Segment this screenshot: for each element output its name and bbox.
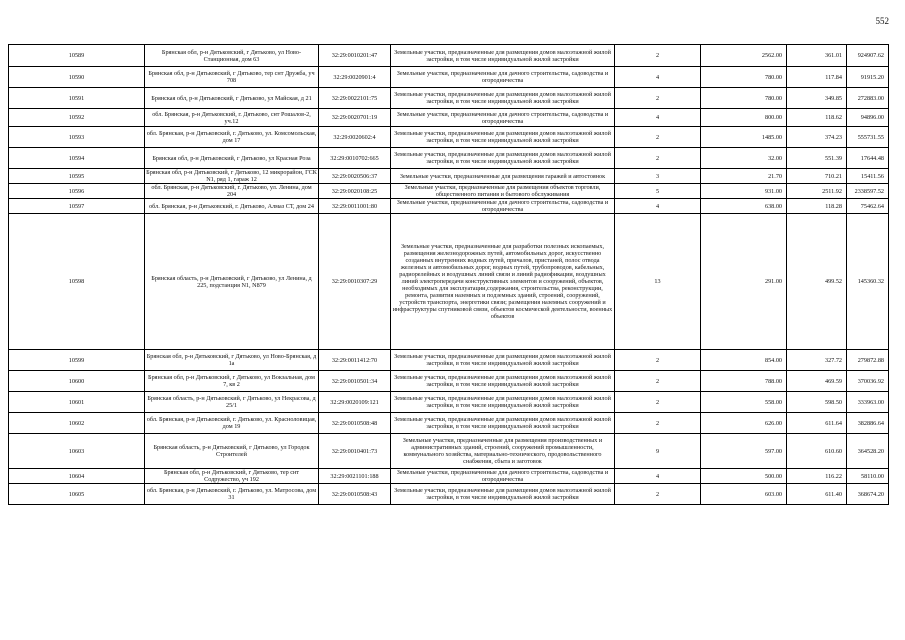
cadastral-number-cell: 32:29:0020701:19	[319, 109, 391, 127]
table-row	[9, 434, 889, 469]
address-cell: Брянская область, р-н Дятьковский, г Дятьково, ул Некрасова, д 25/1	[145, 392, 319, 413]
specific-value-cell: 499.52	[787, 214, 847, 350]
use-code-cell: 2	[615, 413, 701, 434]
specific-value-cell: 118.28	[787, 199, 847, 214]
address-cell: Брянская обл, р-н Дятьковский, г Дятьково, 12 микрорайон, ГСК N1, ряд 1, гараж 12	[146, 169, 317, 183]
cadastral-number-cell: 32:29:0010702:665	[319, 148, 391, 169]
cadastral-number-cell: 32:29:0020901:4	[319, 67, 391, 88]
specific-value-cell: 374.23	[787, 127, 847, 148]
address-cell: обл. Брянская, р-н Дятьковский, г. Дятьково, ул. Матросова, дом 31	[145, 484, 319, 505]
row-id-cell: 10592	[9, 109, 145, 127]
specific-value-cell: 117.84	[787, 67, 847, 88]
cadastral-value-cell: 279872.88	[847, 350, 889, 371]
table-row	[9, 484, 889, 505]
cadastral-number-cell: 32:29:0022101:75	[319, 88, 391, 109]
address-cell: обл. Брянская, р-н Дятьковский, г. Дятьково, снт Рошалов-2, уч.12	[145, 109, 319, 127]
cadastral-value-cell: 91915.20	[847, 67, 889, 88]
area-cell: 780.00	[701, 88, 787, 109]
area-cell: 931.00	[701, 184, 787, 199]
area-cell: 2562.00	[701, 45, 787, 67]
area-cell: 638.00	[701, 199, 787, 214]
cadastral-number-cell: 32:29:0020506:37	[319, 169, 391, 184]
specific-value-cell: 598.50	[787, 392, 847, 413]
land-use-cell: Земельные участки, предназначенные для размещения домов малоэтажной жилой застройки, в том числе индивидуальной жилой застройки	[391, 88, 615, 109]
use-code-cell: 9	[615, 434, 701, 469]
address-cell: Брянская обл, р-н Дятьковский, г Дятьково, тер снт Дружба, уч 708	[145, 67, 319, 88]
address-cell: обл. Брянская, р-н Дятьковский, г. Дятьково, Алмаз СТ, дом 24	[145, 199, 319, 214]
land-use-cell: Земельные участки, предназначенные для размещения домов малоэтажной жилой застройки, в том числе индивидуальной жилой застройки	[391, 127, 615, 148]
specific-value-cell: 710.21	[787, 169, 847, 184]
cadastral-number-cell: 32:29:0011412:70	[319, 350, 391, 371]
table-row	[9, 199, 889, 214]
land-use-cell: Земельные участки, предназначенные для размещения объектов торговли, общественного питания и бытового обслуживания	[391, 184, 615, 199]
cadastral-value-cell: 368674.20	[847, 484, 889, 505]
cadastral-value-cell: 145360.32	[847, 214, 889, 350]
use-code-cell: 2	[615, 484, 701, 505]
specific-value-cell: 349.85	[787, 88, 847, 109]
cadastral-value-cell: 75462.64	[847, 199, 889, 214]
land-use-cell: Земельные участки, предназначенные для размещения гаражей и автостоянок	[391, 169, 615, 184]
use-code-cell: 2	[615, 45, 701, 67]
land-use-cell: Земельные участки, предназначенные для размещения домов малоэтажной жилой застройки, в том числе индивидуальной жилой застройки	[391, 371, 615, 392]
specific-value-cell: 611.64	[787, 413, 847, 434]
address-cell: Брянская область, р-н Дятьковский, г Дятьково, ул Ленина, д 225, подстанция N1, N879	[145, 214, 319, 350]
specific-value-cell: 327.72	[787, 350, 847, 371]
land-use-cell: Земельные участки, предназначенные для размещения производственных и административных зданий, строений, сооружений промышленности, коммунального хозяйства, материально-технического, продовольственного снабжения, сбыта и заготовок	[391, 434, 615, 469]
cadastral-value-cell: 94896.00	[847, 109, 889, 127]
table-row	[9, 88, 889, 109]
row-id-cell: 10599	[9, 350, 145, 371]
address-cell: Брянская обл, р-н Дятьковский, г Дятьково, ул Ново-Брянская, д 1а	[145, 350, 319, 371]
cadastral-value-cell: 2338597.52	[847, 184, 889, 199]
table-row	[9, 350, 889, 371]
land-use-cell: Земельные участки, предназначенные для размещения домов малоэтажной жилой застройки, в том числе индивидуальной жилой застройки	[391, 148, 615, 169]
row-id-cell: 10590	[9, 67, 145, 88]
cadastral-value-cell: 924907.62	[847, 45, 889, 67]
cadastral-number-cell: 32:29:0020602:4	[319, 127, 391, 148]
row-id-cell: 10595	[9, 169, 145, 184]
row-id-cell: 10602	[9, 413, 145, 434]
table-row	[9, 169, 889, 184]
area-cell: 291.00	[701, 214, 787, 350]
specific-value-cell: 116.22	[787, 469, 847, 484]
area-cell: 788.00	[701, 371, 787, 392]
use-code-cell: 4	[615, 67, 701, 88]
row-id-cell: 10594	[9, 148, 145, 169]
address-cell: Брянская обл, р-н Дятьковский, г Дятьково, ул Вокзальная, дом 7, кв 2	[145, 371, 319, 392]
cadastral-number-cell: 32:29:0010401:73	[319, 434, 391, 469]
cadastral-value-cell: 58110.00	[847, 469, 889, 484]
table-row	[9, 392, 889, 413]
address-cell: обл. Брянская, р-н Дятьковский, г. Дятьково, ул. Красноловицая, дом 19	[145, 413, 319, 434]
row-id-cell: 10601	[9, 392, 145, 413]
land-use-cell: Земельные участки, предназначенные для размещения домов малоэтажной жилой застройки, в том числе индивидуальной жилой застройки	[391, 484, 615, 505]
cadastral-number-cell: 32:29:0021101:188	[319, 469, 391, 484]
row-id-cell: 10591	[9, 88, 145, 109]
row-id-cell: 10596	[9, 184, 145, 199]
area-cell: 603.00	[701, 484, 787, 505]
address-cell: Брянская обл, р-н Дятьковский, г Дятьково, ул Красная Роза	[145, 148, 319, 169]
land-use-cell: Земельные участки, предназначенные для дачного строительства, садоводства и огородничества	[391, 67, 615, 88]
area-cell: 21.70	[701, 169, 787, 184]
land-use-cell: Земельные участки, предназначенные для разработки полезных ископаемых, размещения железнодорожных путей, автомобильных дорог, искусственно созданных внутренних водных путей, причалов, пристаней, полос отвода железных и автомобильных дорог, водных путей, трубопроводов, кабельных, радиорелейных и воздушных линий связи и линий радиофикации, воздушных линий электропередачи конструктивных элементов и сооружений, объектов, необходимых для эксплуатации,содержания, строительства, реконструкции, ремонта, развития наземных и подземных зданий, строений, сооружений, устройств транспорта, энергетики связи; размещения наземных сооружений и инфраструктуры спутниковой связи, объектов космической деятельности, военных объектов	[391, 214, 615, 350]
area-cell: 780.00	[701, 67, 787, 88]
cadastral-value-cell: 364528.20	[847, 434, 889, 469]
row-id-cell: 10589	[9, 45, 145, 67]
specific-value-cell: 551.39	[787, 148, 847, 169]
cadastral-value-cell: 370036.92	[847, 371, 889, 392]
use-code-cell: 5	[615, 184, 701, 199]
address-cell: обл. Брянская, р-н Дятьковский, г. Дятьково, ул. Ленина, дом 204	[145, 184, 319, 199]
cadastral-value-cell: 15411.56	[847, 169, 889, 184]
address-cell: Брянская обл, р-н Дятьковский, г Дятьково, ул Ново-Станционная, дом 63	[145, 45, 319, 67]
area-cell: 854.00	[701, 350, 787, 371]
use-code-cell: 2	[615, 371, 701, 392]
cadastral-value-table	[8, 44, 889, 505]
address-cell: Брянская обл, р-н Дятьковский, г Дятьково, ул Майская, д 21	[145, 88, 319, 109]
area-cell: 558.00	[701, 392, 787, 413]
specific-value-cell: 611.40	[787, 484, 847, 505]
specific-value-cell: 2511.92	[787, 184, 847, 199]
cadastral-number-cell: 32:29:0010508:48	[319, 413, 391, 434]
cadastral-value-cell: 555731.55	[847, 127, 889, 148]
use-code-cell: 2	[615, 392, 701, 413]
table-row	[9, 148, 889, 169]
specific-value-cell: 610.60	[787, 434, 847, 469]
row-id-cell: 10604	[9, 469, 145, 484]
area-cell: 626.00	[701, 413, 787, 434]
cadastral-number-cell: 32:29:0010508:43	[319, 484, 391, 505]
use-code-cell: 4	[615, 199, 701, 214]
table-row	[9, 413, 889, 434]
page-number: 552	[875, 16, 889, 26]
specific-value-cell: 361.01	[787, 45, 847, 67]
area-cell: 32.00	[701, 148, 787, 169]
address-cell: Брянская обл, р-н Дятьковский, г Дятьково, тер снт Содружество, уч 192	[145, 469, 319, 484]
table-row	[9, 67, 889, 88]
area-cell: 597.00	[701, 434, 787, 469]
land-use-cell: Земельные участки, предназначенные для размещения домов малоэтажной жилой застройки, в том числе индивидуальной жилой застройки	[391, 413, 615, 434]
land-use-cell: Земельные участки, предназначенные для размещения домов малоэтажной жилой застройки, в том числе индивидуальной жилой застройки	[391, 45, 615, 67]
table-row	[9, 469, 889, 484]
cadastral-value-cell: 17644.48	[847, 148, 889, 169]
specific-value-cell: 118.62	[787, 109, 847, 127]
row-id-cell: 10598	[9, 214, 145, 350]
table-row	[9, 109, 889, 127]
cadastral-number-cell: 32:29:0010501:34	[319, 371, 391, 392]
use-code-cell: 13	[615, 214, 701, 350]
cadastral-number-cell: 32:29:0020109:121	[319, 392, 391, 413]
cadastral-value-cell: 272883.00	[847, 88, 889, 109]
row-id-cell: 10593	[9, 127, 145, 148]
use-code-cell: 2	[615, 88, 701, 109]
table-row	[9, 127, 889, 148]
land-use-cell: Земельные участки, предназначенные для дачного строительства, садоводства и огородничества	[391, 469, 615, 484]
row-id-cell: 10600	[9, 371, 145, 392]
use-code-cell: 2	[615, 127, 701, 148]
address-cell: обл. Брянская, р-н Дятьковский, г. Дятьково, ул. Комсомольская, дом 17	[145, 127, 319, 148]
cadastral-value-cell: 382886.64	[847, 413, 889, 434]
row-id-cell: 10603	[9, 434, 145, 469]
row-id-cell: 10605	[9, 484, 145, 505]
use-code-cell: 2	[615, 350, 701, 371]
table-row	[9, 184, 889, 199]
use-code-cell: 3	[615, 169, 701, 184]
land-use-cell: Земельные участки, предназначенные для дачного строительства, садоводства и огородничества	[391, 199, 615, 214]
table-row	[9, 45, 889, 67]
area-cell: 1485.00	[701, 127, 787, 148]
specific-value-cell: 469.59	[787, 371, 847, 392]
table-row	[9, 214, 889, 350]
cadastral-value-cell: 333963.00	[847, 392, 889, 413]
use-code-cell: 4	[615, 469, 701, 484]
area-cell: 500.00	[701, 469, 787, 484]
address-cell: Брянская область, р-н Дятьковский, г Дятьково, ул Городок Строителей	[145, 434, 319, 469]
land-use-cell: Земельные участки, предназначенные для размещения домов малоэтажной жилой застройки, в том числе индивидуальной жилой застройки	[391, 350, 615, 371]
land-use-cell: Земельные участки, предназначенные для размещения домов малоэтажной жилой застройки, в том числе индивидуальной жилой застройки	[391, 392, 615, 413]
cadastral-number-cell: 32:29:0020108:25	[319, 184, 391, 199]
cadastral-number-cell: 32:29:0011001:80	[319, 199, 391, 214]
area-cell: 800.00	[701, 109, 787, 127]
row-id-cell: 10597	[9, 199, 145, 214]
use-code-cell: 2	[615, 148, 701, 169]
land-use-cell: Земельные участки, предназначенные для дачного строительства, садоводства и огородничества	[391, 109, 615, 127]
cadastral-number-cell: 32:29:0010307:29	[319, 214, 391, 350]
use-code-cell: 4	[615, 109, 701, 127]
cadastral-number-cell: 32:29:0010201:47	[319, 45, 391, 67]
table-row	[9, 371, 889, 392]
